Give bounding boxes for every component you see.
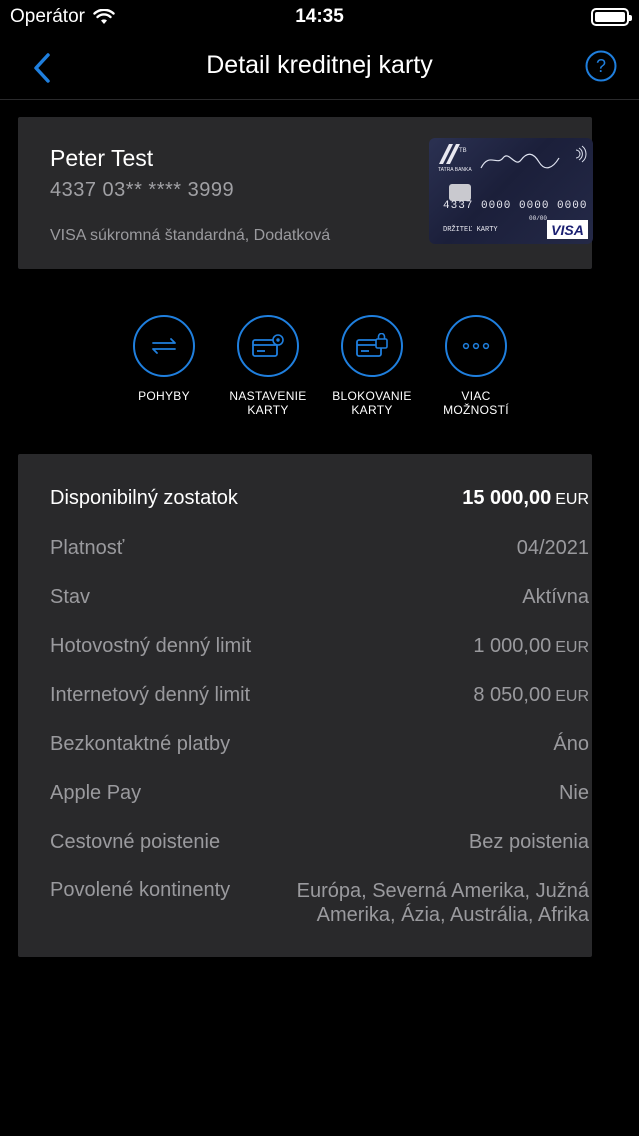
cash-limit-label: Hotovostný denný limit: [50, 635, 252, 657]
detail-row-internet-limit: [50, 684, 589, 707]
card-lock-icon: [355, 333, 389, 359]
travel-insurance-label: Cestovné poistenie: [50, 831, 221, 853]
svg-text:TB: TB: [459, 148, 467, 154]
validity-value: 04/2021: [516, 537, 589, 559]
signature-art: [481, 154, 559, 168]
continents-value: Európa, Severná Amerika, Južná Amerika, Ázia, Austrália, Afrika: [296, 880, 589, 926]
detail-row-contactless: [50, 733, 589, 756]
detail-row-state: [50, 586, 589, 609]
internet-limit-label: Internetový denný limit: [50, 684, 251, 706]
action-card-settings-label: NASTAVENIE KARTY: [229, 389, 307, 417]
contactless-icon: [576, 146, 586, 162]
bank-name: TATRA BANKA: [438, 167, 472, 173]
card-image-expiry: 00/00: [529, 215, 548, 222]
action-block-card[interactable]: [317, 315, 427, 417]
contactless-value: Áno: [553, 733, 589, 755]
balance-value: 15 000,00: [462, 487, 552, 509]
card-image: [429, 138, 593, 244]
balance-currency: EUR: [555, 491, 589, 508]
internet-limit-value: 8 050,00: [473, 684, 552, 706]
page-title: Detail kreditnej karty: [206, 51, 433, 79]
detail-row-apple-pay: [50, 782, 589, 805]
svg-text:?: ?: [595, 56, 607, 76]
cash-limit-value: 1 000,00: [473, 635, 552, 657]
card-image-holder: DRŽITEĽ KARTY: [443, 226, 498, 234]
help-button[interactable]: [585, 50, 617, 82]
tatra-banka-logo: [438, 144, 472, 173]
travel-insurance-value: Bez poistenia: [468, 831, 589, 853]
card-holder-name: Peter Test: [50, 145, 154, 171]
action-block-card-label: BLOKOVANIE KARTY: [332, 389, 412, 417]
help-icon: [585, 50, 617, 82]
contactless-label: Bezkontaktné platby: [50, 733, 231, 755]
internet-limit-currency: EUR: [555, 688, 589, 705]
state-value: Aktívna: [522, 586, 589, 608]
balance-label: Disponibilný zostatok: [50, 487, 238, 509]
cash-limit-value-group: [473, 635, 589, 658]
detail-row-travel-insurance: [50, 831, 589, 854]
card-type: VISA súkromná štandardná, Dodatková: [50, 227, 331, 244]
battery-icon: [591, 8, 629, 26]
card-number: 4337 03** **** 3999: [50, 179, 235, 201]
detail-row-cash-limit: [50, 635, 589, 658]
card-details: [18, 454, 592, 957]
card-image-number: 4337 0000 0000 0000: [443, 200, 588, 212]
validity-label: Platnosť: [50, 537, 125, 559]
action-more-options-label: VIAC MOŽNOSTÍ: [443, 389, 509, 417]
action-more-options-circle[interactable]: [445, 315, 507, 377]
action-card-settings[interactable]: [213, 315, 323, 417]
state-label: Stav: [50, 586, 91, 608]
card-settings-icon: [251, 333, 285, 359]
action-block-card-circle[interactable]: [341, 315, 403, 377]
apple-pay-value: Nie: [558, 782, 589, 804]
detail-row-balance: [50, 487, 589, 510]
carrier-label: Operátor: [10, 6, 85, 27]
action-transactions-label: POHYBY: [138, 389, 190, 403]
chip-icon: [449, 184, 471, 201]
internet-limit-value-group: [473, 684, 589, 707]
more-dots-icon: [461, 342, 491, 350]
action-transactions-circle[interactable]: [133, 315, 195, 377]
transfer-arrows-icon: [149, 336, 179, 356]
card-actions: [0, 315, 639, 425]
nav-bar: [0, 34, 639, 100]
action-transactions[interactable]: [109, 315, 219, 403]
apple-pay-label: Apple Pay: [50, 782, 142, 804]
status-bar: [0, 0, 639, 34]
action-more-options[interactable]: [421, 315, 531, 417]
detail-row-validity: [50, 537, 589, 560]
visa-logo: VISA: [551, 222, 584, 238]
balance-value-group: [462, 487, 589, 510]
clock: 14:35: [295, 6, 344, 27]
detail-row-continents: [50, 879, 589, 927]
card-summary: [18, 117, 592, 269]
action-card-settings-circle[interactable]: [237, 315, 299, 377]
cash-limit-currency: EUR: [555, 639, 589, 656]
continents-label: Povolené kontinenty: [50, 879, 231, 901]
